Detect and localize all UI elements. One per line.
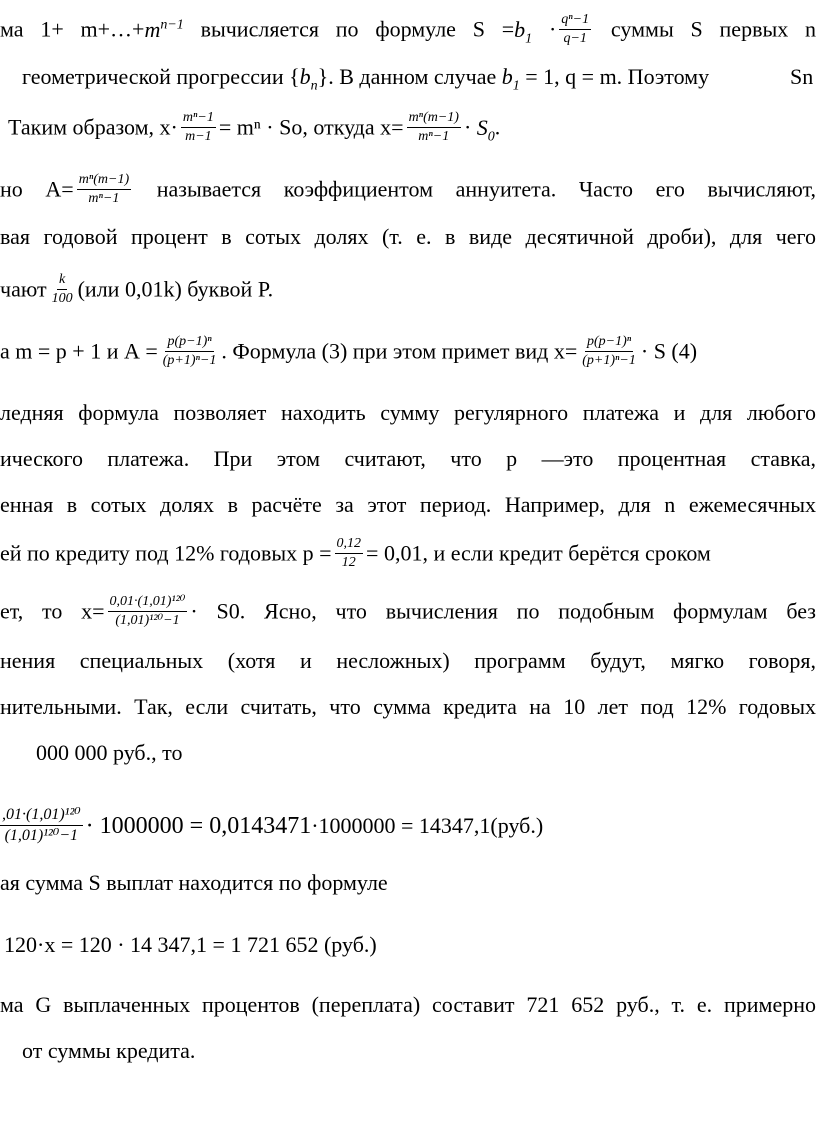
line19-text: ма G выплаченных процентов (переплата) составит 721 652 руб., т. е. примерно	[0, 992, 816, 1017]
line4-fraction-den: mⁿ−1	[88, 191, 120, 207]
text-line-16	[0, 808, 543, 848]
line6-fraction-num: k	[57, 272, 67, 290]
line1-text-a: ма 1+ m+…+	[0, 16, 145, 42]
line6-text-b: (или 0,01k) буквой P.	[77, 276, 274, 302]
line13-text: нения специальных (хотя и несложных) программ будут, мягко говоря,	[0, 648, 816, 673]
line6-text-a: чают	[0, 276, 47, 302]
line3-fraction-1	[181, 110, 216, 145]
line7-fraction-1-num: p(p−1)ⁿ	[165, 334, 213, 352]
line1-fraction-den: q−1	[563, 31, 587, 47]
line11-fraction-den: 12	[341, 555, 356, 571]
line7-fraction-1-den: (p+1)ⁿ−1	[162, 353, 217, 369]
line16-fraction	[0, 806, 83, 846]
line17-text: ая сумма S выплат находится по формуле	[0, 870, 388, 895]
text-line-1: ма $1+ m+\dots+m^{n-1}$ вычисляется по формуле $S =b_1$ · $\frac{\text{qⁿ−1}}{q-1}$ суммы S первых n	[0, 12, 816, 47]
line11-fraction-num: 0,12	[335, 536, 364, 554]
line6-fraction	[50, 272, 75, 307]
text-line-4	[0, 174, 816, 209]
line10-text: енная в сотых долях в расчёте за этот период. Например, для n ежемесячных	[0, 492, 816, 517]
line3-fraction-1-den: m−1	[185, 129, 212, 145]
line12-fraction-num: 0,01·(1,01)¹²⁰	[108, 594, 188, 612]
line7-fraction-1	[161, 334, 219, 369]
line5-text: вая годовой процент в сотых долях (т. е. в виде десятичной дроби), для чего	[0, 224, 816, 249]
line18-text: 120·x = 120 · 14 347,1 = 1 721 652 (руб.)	[4, 932, 377, 957]
line1-text-b: вычисляется по формуле S =	[200, 16, 515, 42]
line3-fraction-2-den: mⁿ−1	[418, 129, 450, 145]
line3-text-c: ·	[463, 114, 472, 140]
line12-text-b: · S0. Ясно, что вычисления по подобным формулам без	[190, 598, 816, 624]
line3-text-a: Таким образом, x·	[8, 114, 178, 140]
line8-text: ледняя формула позволяет находить сумму регулярного платежа и для любого	[0, 400, 816, 425]
line3-fraction-2	[407, 110, 461, 145]
line1-text-c: суммы S первых n	[610, 16, 816, 42]
text-line-5	[0, 226, 816, 248]
line1-b1: $b_1$	[514, 16, 533, 47]
text-line-20	[0, 1040, 195, 1062]
text-line-9	[0, 448, 816, 470]
text-line-2	[22, 66, 709, 93]
line11-text-b: = 0,01, и если кредит берётся сроком	[366, 540, 711, 566]
line16-text-a: · 1000000 = 0,0143471	[85, 812, 312, 839]
line7-fraction-2-num: p(p−1)ⁿ	[585, 334, 633, 352]
line2-bn-set: $\{b_n\}$	[289, 64, 329, 94]
text-line-12	[0, 596, 816, 631]
line2-text-b: . В данном случае	[328, 64, 497, 89]
text-line-7	[0, 336, 697, 371]
line1-fraction-num: qⁿ−1	[559, 12, 591, 30]
line2-text-a: геометрической прогрессии	[22, 64, 284, 89]
line12-fraction-den: (1,01)¹²⁰−1	[115, 613, 180, 629]
line14-text: нительными. Так, если считать, что сумма кредита на 10 лет под 12% годовых	[0, 694, 816, 719]
line7-fraction-2-den: (p+1)ⁿ−1	[582, 353, 636, 369]
line7-text-b: . Формула (3) при этом примет вид x=	[221, 338, 578, 364]
line3-fraction-2-num: mⁿ(m−1)	[407, 110, 461, 128]
text-line-19	[0, 994, 816, 1016]
line12-fraction	[108, 594, 188, 629]
line2-b1: $b_1$	[501, 64, 520, 94]
line16-fraction-num: ,01·(1,01)¹²⁰	[0, 806, 83, 826]
line16-text-b: ·1000000 = 14347,1(руб.)	[311, 812, 544, 838]
line1-fraction	[559, 12, 591, 47]
line7-text-a: а m = p + 1 и А =	[0, 338, 158, 364]
text-line-11	[0, 538, 711, 573]
text-line-13	[0, 650, 816, 672]
line4-fraction	[77, 172, 131, 207]
line3-s0: $S_0$	[476, 114, 495, 145]
text-line-14	[0, 696, 816, 718]
line15-text: 000 000 руб., то	[36, 740, 183, 765]
line16-fraction-den: (1,01)¹²⁰−1	[4, 827, 79, 845]
line20-text: от суммы кредита.	[22, 1038, 196, 1063]
text-line-3: Таким образом, x· $\frac{\text{mⁿ−1}}{m-1}$ = mⁿ · So, откуда x= $\frac{\text{mⁿ(m−1)}}{\text{mⁿ−1}}$ · $S_0$.	[8, 110, 501, 145]
line7-text-c: · S (4)	[640, 338, 698, 364]
line4-fraction-num: mⁿ(m−1)	[77, 172, 131, 190]
line3-text-b: = mⁿ · So, откуда x=	[218, 114, 404, 140]
line2-text-c: = 1, q = m. Поэтому	[525, 64, 710, 89]
line4-text-b: называется коэффициентом аннуитета. Часто его вычисляют,	[156, 176, 816, 202]
line11-fraction	[335, 536, 364, 571]
line2-text-d: Sn	[790, 64, 814, 89]
text-line-8	[0, 402, 816, 424]
line3-fraction-1-num: mⁿ−1	[181, 110, 216, 128]
line4-text-a: но А=	[0, 176, 74, 202]
line7-fraction-2	[580, 334, 638, 369]
line1-m-power: $m^{n-1}$	[144, 16, 184, 42]
text-line-17	[0, 872, 388, 894]
text-line-18	[4, 934, 377, 956]
text-line-6	[0, 274, 273, 309]
text-line-2-end	[790, 66, 813, 88]
text-line-15	[36, 742, 182, 764]
line6-fraction-den: 100	[51, 291, 73, 307]
text-line-10	[0, 494, 816, 516]
line9-text: ического платежа. При этом считают, что p —это процентная ставка,	[0, 446, 816, 471]
line12-text-a: ет, то x=	[0, 598, 105, 624]
line11-text-a: ей по кредиту под 12% годовых p =	[0, 540, 332, 566]
